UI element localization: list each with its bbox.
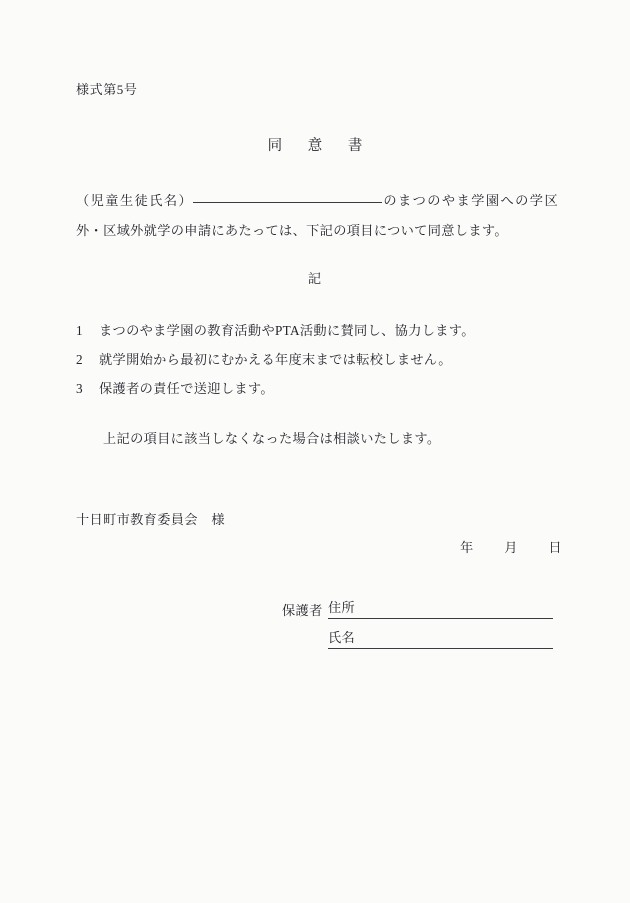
clause-number: 1	[76, 323, 83, 338]
address-label: 住所	[328, 600, 356, 615]
guardian-name-field[interactable]	[328, 627, 553, 649]
clause-number: 3	[76, 381, 83, 396]
clause-item	[76, 349, 576, 378]
clause-item	[76, 378, 576, 407]
intro-text-after-blank: のまつのやま学園への学区外・区域外就学の申請にあたっては、下記の項目について同意します。	[76, 193, 558, 238]
guardian-address-field[interactable]	[328, 597, 553, 619]
date-day-label: 日	[548, 540, 563, 555]
clause-text: 保護者の責任で送迎します。	[99, 381, 274, 396]
guardian-role-label: 保護者	[282, 603, 323, 618]
clause-number: 2	[76, 352, 83, 367]
clause-item	[76, 320, 576, 349]
date-month-label: 月	[504, 540, 519, 555]
clause-text: 就学開始から最初にむかえる年度末までは転校しません。	[99, 352, 452, 367]
addressee-line: 十日町市教育委員会 様	[76, 512, 225, 527]
date-year-label: 年	[460, 540, 475, 555]
name-value[interactable]	[359, 632, 553, 646]
form-number: 様式第5号	[76, 82, 138, 97]
student-name-blank[interactable]	[193, 189, 382, 203]
intro-paragraph	[76, 186, 558, 246]
intro-text-before-blank: （児童生徒氏名）	[76, 193, 194, 208]
date-line	[460, 537, 563, 556]
clause-list	[76, 320, 576, 407]
guardian-name-row	[282, 619, 553, 649]
ki-marker: 記	[307, 271, 323, 286]
signature-block	[282, 589, 553, 649]
address-value[interactable]	[359, 602, 553, 616]
conditional-note: 上記の項目に該当しなくなった場合は相談いたします。	[103, 431, 441, 446]
clause-text: まつのやま学園の教育活動やPTA活動に賛同し、協力します。	[99, 323, 475, 338]
guardian-address-row	[282, 589, 553, 619]
name-label: 氏名	[328, 630, 356, 645]
document-title: 同 意 書	[267, 138, 374, 154]
